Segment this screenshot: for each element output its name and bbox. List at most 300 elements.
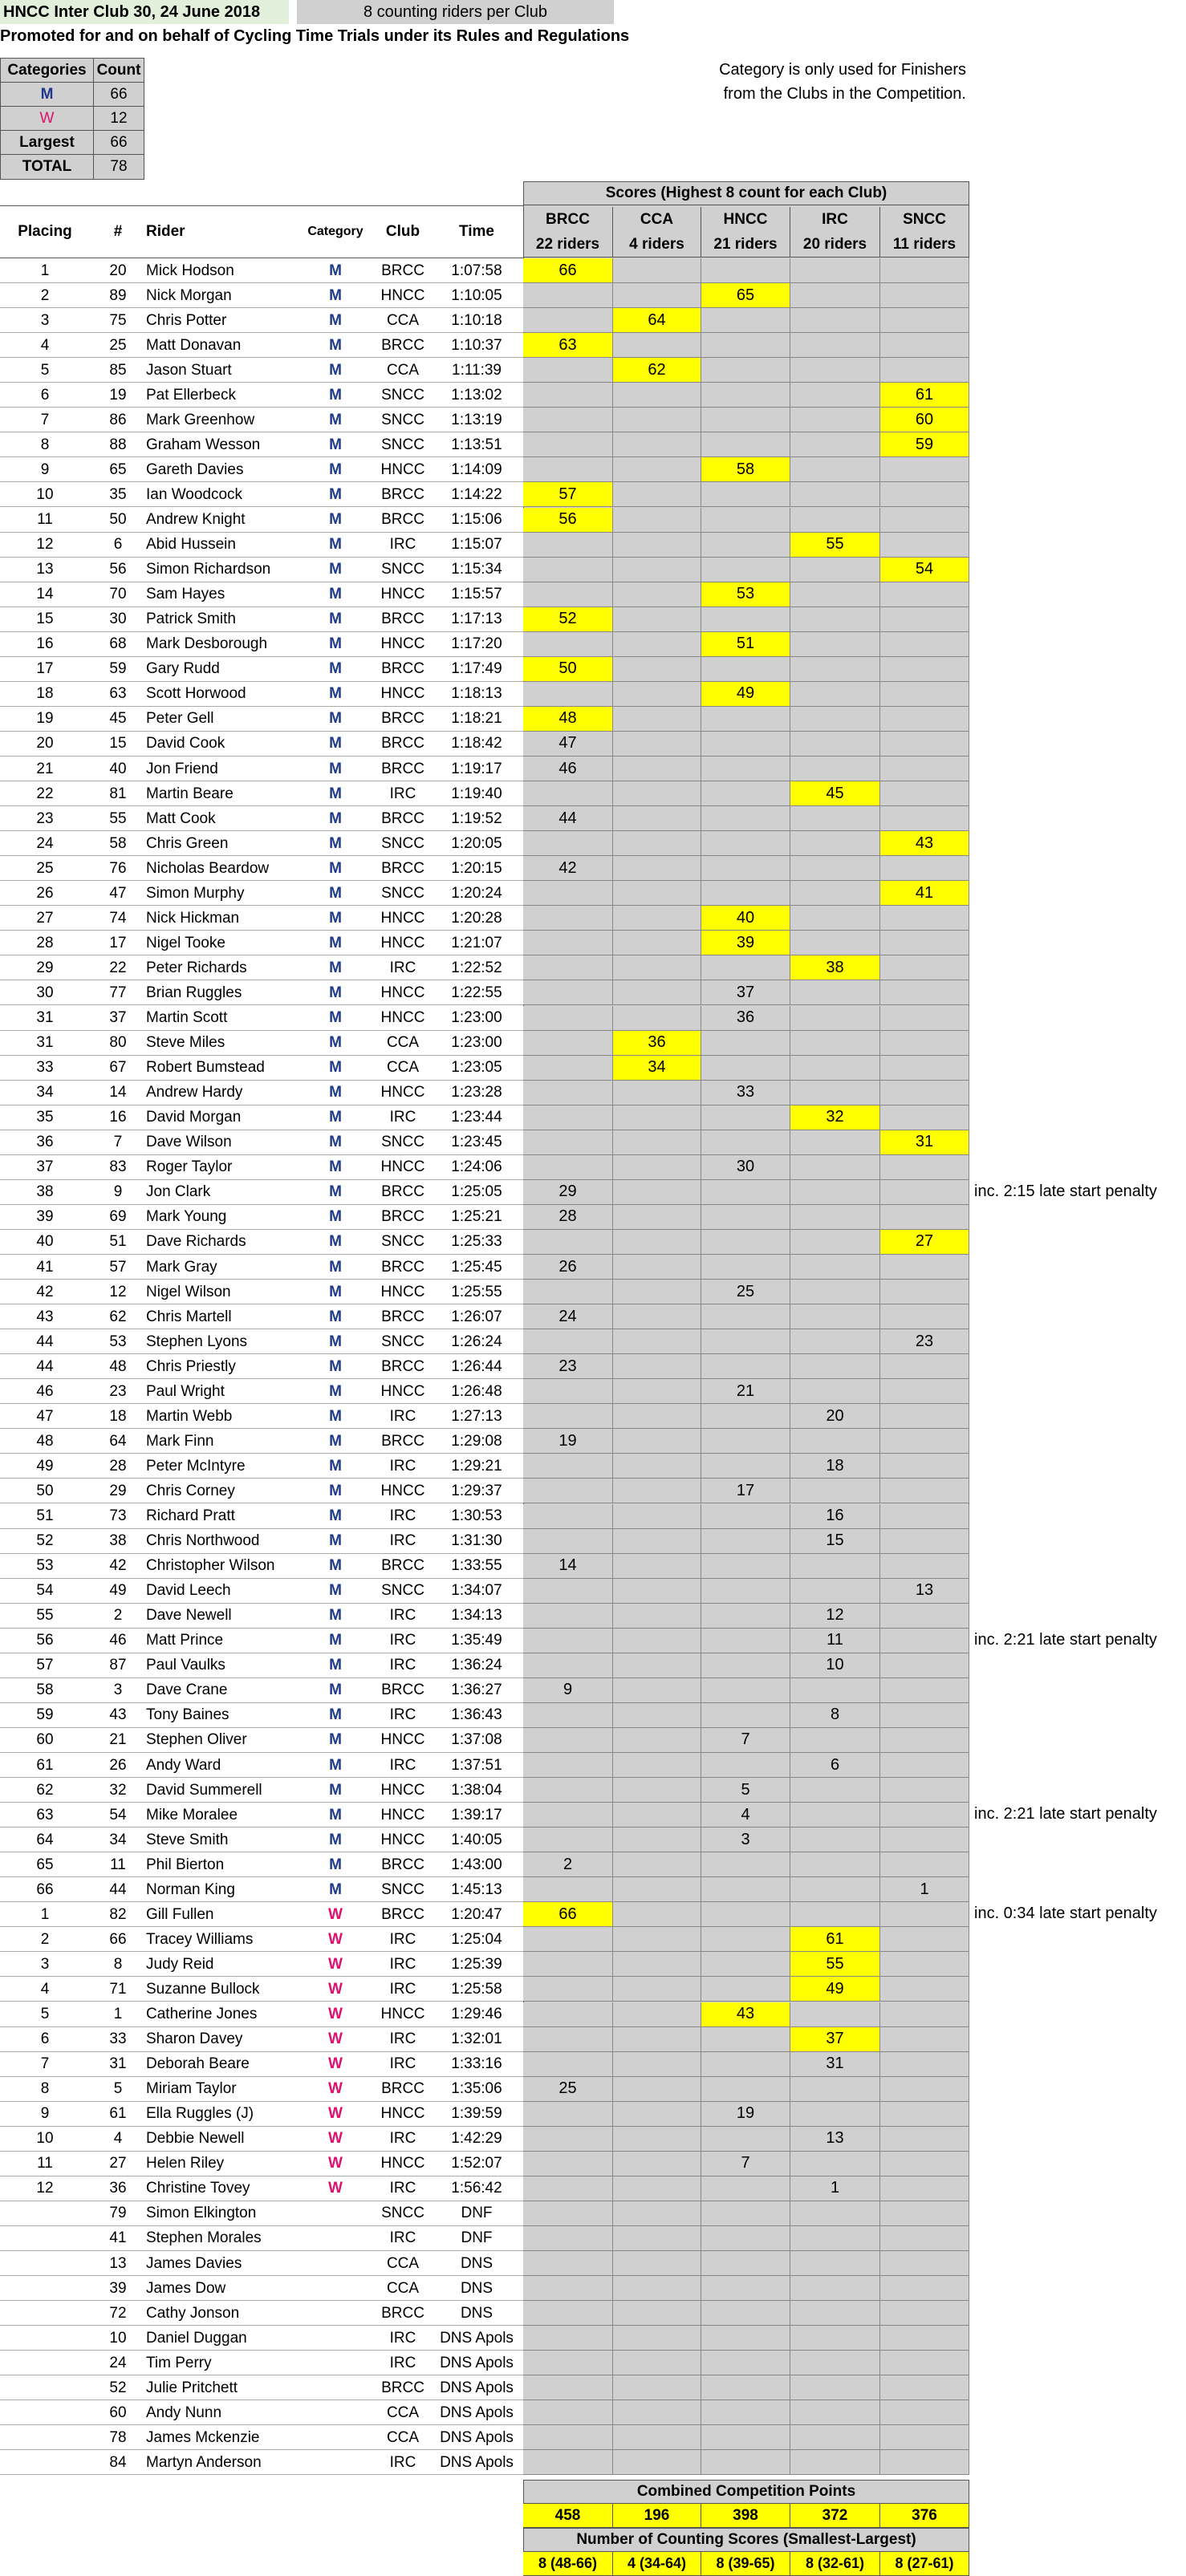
row-rider: Pat Ellerbeck: [146, 386, 236, 404]
row-placing: [0, 2450, 90, 2475]
row-placing: 43: [36, 1308, 54, 1325]
row-club: HNCC: [380, 1731, 425, 1749]
row-category: M: [329, 1059, 342, 1077]
score-cell: [701, 1703, 790, 1728]
category-note-2: from the Clubs in the Competition.: [723, 85, 966, 103]
row-rider: Peter Richards: [146, 959, 247, 976]
score-cell: [613, 2176, 701, 2201]
score-cell: [701, 657, 790, 682]
row-club: IRC: [389, 785, 416, 802]
score-cell: [701, 1329, 790, 1354]
row-number: 75: [109, 311, 127, 329]
score-cell: [701, 508, 790, 533]
club-header-riders: 11 riders: [880, 233, 969, 258]
row-club: IRC: [389, 959, 416, 976]
row-club: IRC: [389, 1407, 416, 1425]
score-cell: 39: [701, 931, 790, 955]
row-placing: 61: [36, 1756, 54, 1774]
score-cell: 37: [790, 2027, 880, 2052]
score-cell: 29: [523, 1180, 613, 1205]
row-placing: 31: [36, 1034, 54, 1052]
row-time: 1:26:48: [451, 1382, 502, 1400]
row-placing: 6: [40, 386, 50, 404]
score-cell: [790, 432, 880, 457]
row-number: 82: [109, 1905, 127, 1923]
score-cell: [790, 1479, 880, 1503]
score-cell: [880, 1728, 969, 1753]
score-cell: [880, 1006, 969, 1031]
row-category: W: [328, 2080, 343, 2098]
row-placing: [0, 2301, 90, 2326]
categories-table: [0, 58, 144, 180]
row-club: IRC: [389, 2055, 416, 2073]
row-time: 1:35:49: [451, 1632, 502, 1649]
row-placing: [0, 2375, 90, 2400]
score-cell: [790, 258, 880, 283]
row-club: IRC: [389, 2229, 416, 2247]
row-category: M: [329, 586, 342, 603]
score-cell: 46: [523, 757, 613, 781]
score-cell: [613, 2226, 701, 2251]
row-club: CCA: [386, 2404, 420, 2421]
row-time: 1:15:06: [451, 511, 502, 529]
score-cell: [790, 1329, 880, 1354]
score-cell: [613, 457, 701, 482]
row-rider: Cathy Jonson: [146, 2304, 240, 2322]
score-cell: [523, 2425, 613, 2450]
score-cell: [701, 1404, 790, 1429]
row-category: M: [329, 1632, 342, 1649]
score-cell: [880, 955, 969, 980]
row-number: 69: [109, 1208, 127, 1226]
score-cell: [523, 1504, 613, 1529]
score-cell: [613, 1678, 701, 1703]
row-placing: 52: [36, 1532, 54, 1550]
row-club: CCA: [386, 311, 420, 329]
row-time: 1:45:13: [451, 1880, 502, 1898]
row-club: SNCC: [381, 436, 424, 453]
score-cell: [523, 1703, 613, 1728]
row-club: BRCC: [381, 262, 424, 279]
score-cell: 64: [613, 308, 701, 333]
row-club: IRC: [389, 2180, 416, 2197]
row-club: SNCC: [381, 411, 424, 428]
row-time: 1:13:51: [451, 436, 502, 453]
score-cell: 33: [701, 1081, 790, 1105]
row-time: DNF: [461, 2205, 493, 2222]
row-time: 1:29:46: [451, 2006, 502, 2023]
score-cell: [880, 1105, 969, 1130]
row-placing: 10: [36, 485, 54, 503]
row-number: 81: [109, 785, 127, 802]
score-cell: [880, 358, 969, 383]
score-cell: [701, 955, 790, 980]
row-placing: 13: [36, 561, 54, 578]
col-time: Time: [458, 223, 494, 240]
score-cell: [701, 258, 790, 283]
row-number: 23: [109, 1382, 127, 1400]
row-club: BRCC: [381, 2080, 424, 2098]
row-placing: [0, 2276, 90, 2301]
score-cell: [790, 2102, 880, 2127]
row-placing: 50: [36, 1482, 54, 1499]
row-rider: Richard Pratt: [146, 1507, 235, 1525]
row-club: CCA: [386, 2279, 420, 2297]
score-cell: [701, 333, 790, 358]
score-cell: [613, 533, 701, 558]
score-cell: [523, 1404, 613, 1429]
row-club: IRC: [389, 1756, 416, 1774]
row-number: 9: [113, 1183, 123, 1201]
row-number: 59: [109, 660, 127, 678]
score-cell: [613, 1927, 701, 1952]
score-cell: [701, 2176, 790, 2201]
row-time: 1:39:59: [451, 2105, 502, 2123]
score-cell: [790, 2201, 880, 2226]
score-cell: [701, 856, 790, 881]
row-time: 1:37:51: [451, 1756, 502, 1774]
score-cell: [523, 582, 613, 607]
row-number: 38: [109, 1532, 127, 1550]
row-rider: Andy Nunn: [146, 2404, 222, 2421]
row-number: 79: [109, 2205, 127, 2222]
score-cell: [880, 258, 969, 283]
row-club: BRCC: [381, 809, 424, 827]
score-cell: 54: [880, 558, 969, 582]
row-club: SNCC: [381, 1333, 424, 1350]
row-number: 26: [109, 1756, 127, 1774]
row-category: W: [328, 1905, 343, 1923]
category-total: TOTAL: [1, 155, 94, 179]
row-number: 40: [109, 760, 127, 777]
row-club: HNCC: [380, 2155, 425, 2172]
row-rider: Dave Newell: [146, 1607, 232, 1625]
score-cell: [613, 1105, 701, 1130]
score-cell: [523, 2351, 613, 2375]
row-club: BRCC: [381, 1557, 424, 1575]
row-number: 6: [113, 536, 123, 554]
row-number: 60: [109, 2404, 127, 2421]
row-club: IRC: [389, 1657, 416, 1674]
row-placing: 21: [36, 760, 54, 777]
row-time: 1:21:07: [451, 934, 502, 951]
score-cell: [880, 1753, 969, 1778]
score-cell: [790, 1852, 880, 1877]
score-cell: [790, 1554, 880, 1579]
row-placing: 42: [36, 1283, 54, 1300]
row-placing: 39: [36, 1208, 54, 1226]
score-cell: [880, 2152, 969, 2176]
row-club: CCA: [386, 2428, 420, 2446]
row-number: 45: [109, 710, 127, 728]
score-cell: [880, 1081, 969, 1105]
score-cell: 31: [790, 2052, 880, 2077]
row-time: 1:52:07: [451, 2155, 502, 2172]
row-rider: Chris Northwood: [146, 1532, 260, 1550]
score-cell: 31: [880, 1130, 969, 1155]
score-cell: [523, 533, 613, 558]
score-cell: [613, 1081, 701, 1105]
club-header-name: CCA: [613, 207, 701, 233]
score-cell: [523, 1006, 613, 1031]
row-number: 50: [109, 511, 127, 529]
row-number: 77: [109, 984, 127, 1001]
row-category: M: [329, 536, 342, 554]
row-rider: Phil Bierton: [146, 1856, 225, 1873]
score-cell: [701, 358, 790, 383]
row-time: 1:23:00: [451, 1034, 502, 1052]
row-category: [295, 2226, 376, 2251]
score-cell: [523, 2400, 613, 2425]
row-placing: 2: [40, 1930, 50, 1948]
row-time: 1:17:49: [451, 660, 502, 678]
row-number: 16: [109, 1109, 127, 1126]
score-cell: [880, 2201, 969, 2226]
score-cell: [701, 1031, 790, 1056]
row-time: 1:27:13: [451, 1407, 502, 1425]
score-cell: [613, 1255, 701, 1280]
col-category: Category: [307, 225, 364, 238]
row-rider: Patrick Smith: [146, 611, 236, 628]
row-placing: 15: [36, 611, 54, 628]
row-placing: 1: [40, 1905, 50, 1923]
row-club: HNCC: [380, 909, 425, 927]
row-rider: Chris Green: [146, 834, 229, 852]
row-placing: 49: [36, 1457, 54, 1475]
row-rider: Nigel Wilson: [146, 1283, 231, 1300]
row-rider: Norman King: [146, 1880, 235, 1898]
score-cell: [880, 1529, 969, 1554]
row-placing: 36: [36, 1134, 54, 1151]
score-cell: [880, 533, 969, 558]
row-category: M: [329, 1084, 342, 1101]
row-rider: Matt Prince: [146, 1632, 224, 1649]
row-placing: 56: [36, 1632, 54, 1649]
row-placing: 12: [36, 536, 54, 554]
score-cell: [613, 508, 701, 533]
row-placing: 53: [36, 1557, 54, 1575]
row-number: 7: [113, 1134, 123, 1151]
row-club: HNCC: [380, 1084, 425, 1101]
score-cell: [790, 1081, 880, 1105]
score-cell: [523, 2027, 613, 2052]
row-placing: 41: [36, 1258, 54, 1276]
row-club: IRC: [389, 1955, 416, 1973]
score-cell: [701, 2201, 790, 2226]
row-category: [295, 2400, 376, 2425]
score-cell: [613, 558, 701, 582]
row-time: 1:17:13: [451, 611, 502, 628]
row-placing: 3: [40, 1955, 50, 1973]
row-number: 13: [109, 2254, 127, 2272]
score-cell: [613, 2251, 701, 2276]
row-category: M: [329, 311, 342, 329]
score-cell: [880, 582, 969, 607]
row-club: IRC: [389, 1930, 416, 1948]
row-number: 68: [109, 635, 127, 653]
row-placing: 63: [36, 1806, 54, 1823]
row-number: 55: [109, 809, 127, 827]
score-cell: 65: [701, 283, 790, 308]
row-category: M: [329, 1582, 342, 1600]
score-cell: 15: [790, 1529, 880, 1554]
score-cell: [790, 682, 880, 707]
score-cell: [880, 1902, 969, 1927]
row-category: M: [329, 1657, 342, 1674]
row-club: CCA: [386, 1034, 420, 1052]
row-time: 1:20:05: [451, 834, 502, 852]
row-placing: 18: [36, 685, 54, 703]
row-number: 33: [109, 2030, 127, 2048]
score-cell: [613, 1529, 701, 1554]
score-cell: [880, 906, 969, 931]
row-rider: Daniel Duggan: [146, 2329, 247, 2347]
row-club: IRC: [389, 1706, 416, 1724]
row-number: 65: [109, 460, 127, 478]
score-cell: [880, 1952, 969, 1977]
row-time: DNS: [460, 2304, 493, 2322]
row-number: 47: [109, 884, 127, 902]
row-rider: Mike Moralee: [146, 1806, 238, 1823]
score-cell: [523, 558, 613, 582]
row-placing: 12: [36, 2180, 54, 2197]
row-category: M: [329, 859, 342, 877]
category-largest-count: 66: [94, 131, 144, 155]
row-placing: 29: [36, 959, 54, 976]
row-placing: 4: [40, 1980, 50, 1998]
row-placing: 44: [36, 1357, 54, 1375]
score-cell: [701, 1852, 790, 1877]
score-cell: [880, 1504, 969, 1529]
row-category: M: [329, 934, 342, 951]
row-category: M: [329, 1532, 342, 1550]
score-cell: [880, 1479, 969, 1503]
row-club: SNCC: [381, 884, 424, 902]
row-category: W: [328, 1930, 343, 1948]
row-number: 27: [109, 2155, 127, 2172]
row-placing: 40: [36, 1233, 54, 1251]
row-number: 34: [109, 1831, 127, 1848]
row-club: SNCC: [381, 1134, 424, 1151]
score-cell: [523, 1977, 613, 2002]
row-time: DNS Apols: [440, 2329, 514, 2347]
row-category: M: [329, 1333, 342, 1350]
row-rider: Jon Friend: [146, 760, 218, 777]
row-rider: Ian Woodcock: [146, 485, 243, 503]
row-category: M: [329, 411, 342, 428]
score-cell: [523, 383, 613, 408]
score-cell: 36: [613, 1031, 701, 1056]
score-cell: [880, 1703, 969, 1728]
row-number: 48: [109, 1357, 127, 1375]
row-club: BRCC: [381, 1681, 424, 1699]
score-cell: [701, 2226, 790, 2251]
score-cell: [613, 283, 701, 308]
score-cell: [790, 906, 880, 931]
score-cell: 1: [790, 2176, 880, 2201]
row-number: 18: [109, 1407, 127, 1425]
score-cell: [523, 2102, 613, 2127]
score-cell: [523, 457, 613, 482]
row-club: BRCC: [381, 485, 424, 503]
score-cell: [880, 2052, 969, 2077]
score-cell: [880, 1653, 969, 1678]
score-cell: [880, 2077, 969, 2102]
row-club: HNCC: [380, 286, 425, 304]
row-number: 44: [109, 1880, 127, 1898]
row-rider: James Dow: [146, 2279, 226, 2297]
row-placing: 33: [36, 1059, 54, 1077]
score-cell: [701, 2326, 790, 2351]
row-placing: 55: [36, 1607, 54, 1625]
row-club: BRCC: [381, 1905, 424, 1923]
row-time: 1:25:04: [451, 1930, 502, 1948]
row-category: [295, 2326, 376, 2351]
row-category: [295, 2375, 376, 2400]
row-club: HNCC: [380, 1382, 425, 1400]
row-rider: Martyn Anderson: [146, 2453, 262, 2471]
score-cell: [880, 1604, 969, 1629]
score-cell: 55: [790, 533, 880, 558]
score-cell: [701, 707, 790, 732]
row-rider: Paul Wright: [146, 1382, 225, 1400]
score-cell: 62: [613, 358, 701, 383]
score-cell: [701, 2127, 790, 2152]
row-time: DNS Apols: [440, 2453, 514, 2471]
score-cell: [701, 881, 790, 906]
score-cell: [701, 1304, 790, 1329]
row-category: W: [328, 1955, 343, 1973]
row-club: BRCC: [381, 710, 424, 728]
category-largest: Largest: [1, 131, 94, 155]
row-placing: 46: [36, 1382, 54, 1400]
score-cell: [790, 1155, 880, 1180]
score-cell: 61: [880, 383, 969, 408]
category-w: W: [1, 107, 94, 131]
count-header: Count: [94, 59, 144, 83]
score-cell: [523, 2226, 613, 2251]
row-rider: Gareth Davies: [146, 460, 244, 478]
row-rider: Martin Beare: [146, 785, 234, 802]
score-cell: [790, 831, 880, 856]
row-number: 64: [109, 1432, 127, 1450]
row-number: 71: [109, 1980, 127, 1998]
category-m: M: [1, 83, 94, 107]
row-time: 1:29:37: [451, 1482, 502, 1499]
row-number: 8: [113, 1955, 123, 1973]
row-time: 1:13:19: [451, 411, 502, 428]
score-cell: [613, 2450, 701, 2475]
row-rider: Simon Richardson: [146, 561, 271, 578]
combined-points: 458: [523, 2504, 613, 2528]
score-cell: [613, 1778, 701, 1803]
score-cell: 63: [523, 333, 613, 358]
score-cell: [523, 831, 613, 856]
score-cell: [523, 2152, 613, 2176]
score-cell: [613, 2400, 701, 2425]
score-cell: [880, 1255, 969, 1280]
score-cell: [790, 457, 880, 482]
score-cell: [523, 2326, 613, 2351]
score-cell: 59: [880, 432, 969, 457]
score-cell: [613, 1728, 701, 1753]
row-rider: Stephen Morales: [146, 2229, 262, 2247]
row-club: SNCC: [381, 1582, 424, 1600]
score-cell: [880, 1629, 969, 1653]
row-time: 1:56:42: [451, 2180, 502, 2197]
row-time: 1:18:42: [451, 735, 502, 753]
row-club: CCA: [386, 2254, 420, 2272]
